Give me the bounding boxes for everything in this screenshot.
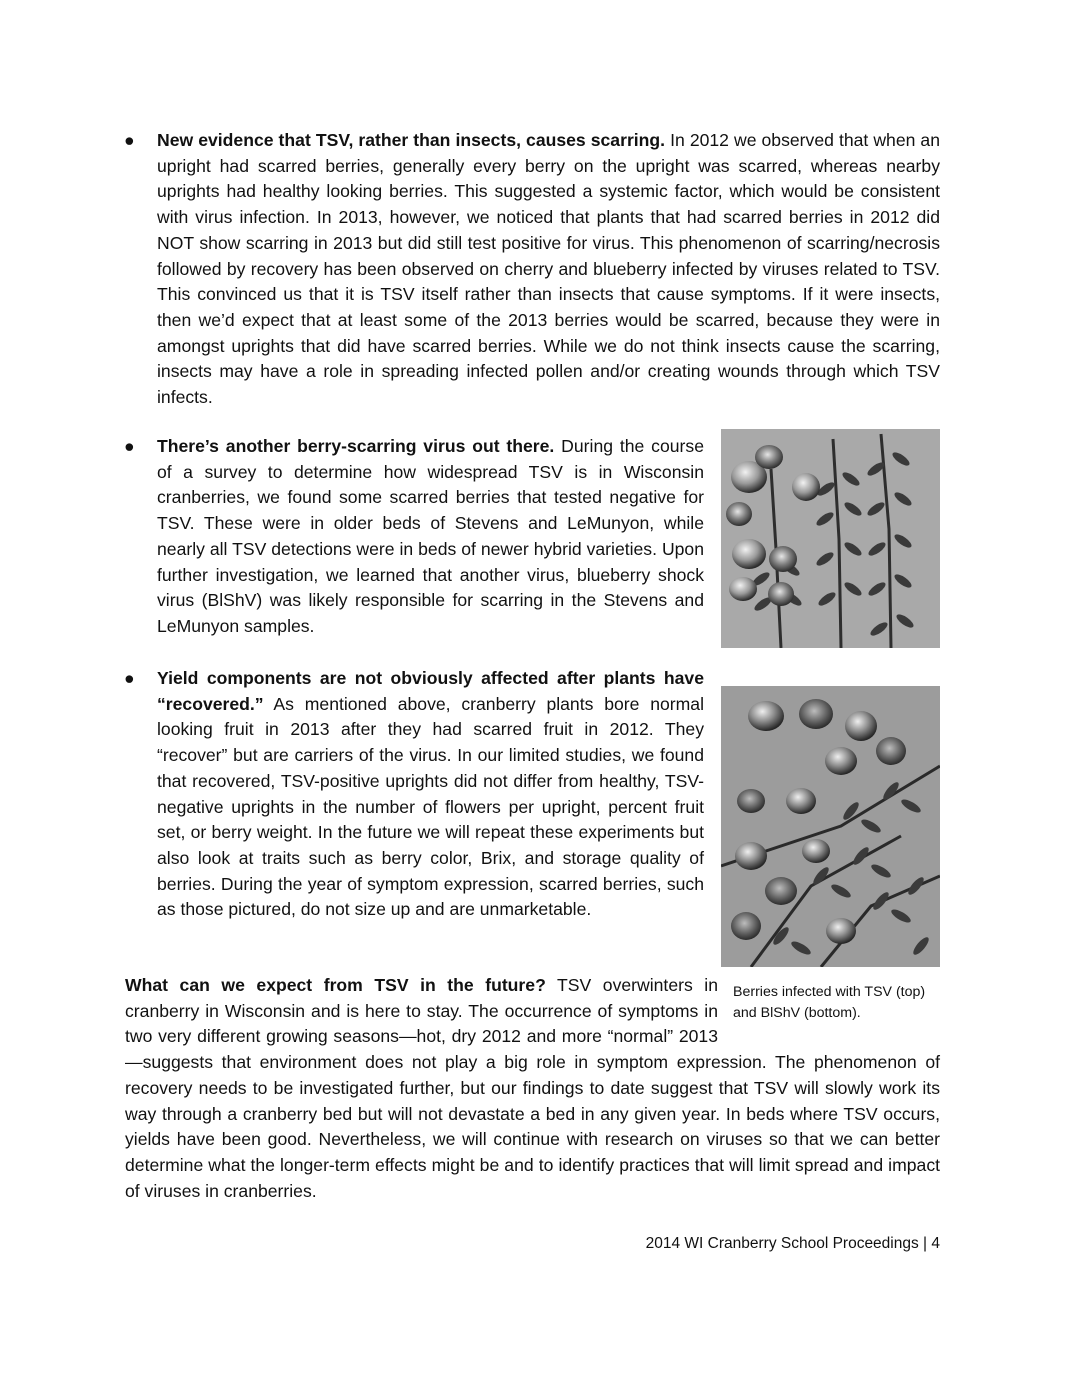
bullet-heading: There’s another berry-scarring virus out there.: [157, 436, 555, 456]
bullet-body: As mentioned above, cranberry plants bore normal looking fruit in 2013 after they had scarred fruit in 2012. They “recover” but are carriers of the virus. In our limited studies, we found that recovered, TSV-positive uprights did not differ from healthy, TSV-negative uprights in the number of flowers per upright, percent fruit set, or berry weight. In the future we will repeat these experiments but also look at traits such as berry color, Brix, and storage quality of berries. During the year of symptom expression, scarred berries, such as those pictured, do not size up and are unmarketable.: [157, 693, 704, 920]
future-heading: What can we expect from TSV in the future?: [125, 975, 546, 995]
bullet-body: In 2012 we observed that when an upright had scarred berries, generally every berry on the upright was scarred, whereas nearby uprights had healthy looking berries. This suggested a systemic factor, which would be consistent with virus infection. In 2013, however, we noticed that plants that had scarred berries in 2012 did NOT show scarring in 2013 but did still test positive for virus. This phenomenon of scarring/necrosis followed by recovery has been observed on cherry and blueberry infected by viruses related to TSV. This convinced us that it is TSV itself rather than insects that cause symptoms. If it were insects, then we’d expect that at least some of the 2013 berries would be scarred, because they were in amongst uprights that did have scarred berries. While we do not think insects cause the scarring, insects may have a role in spreading infected pollen and/or creating wounds through which TSV infects.: [157, 130, 940, 408]
page-footer: 2014 WI Cranberry School Proceedings | 4: [645, 1235, 940, 1252]
bullet-dot: ●: [124, 130, 135, 150]
future-body: TSV overwinters in cranberry in Wisconsin and is here to stay. The occurrence of symptoms in two very different growing seasons—hot, dry 2012 and more “normal” 2013—suggests that environment does not play a big role in symptom expression. The phenomenon of recovery needs to be investigated further, but our findings to date suggest that TSV will slowly work its way through a cranberry bed but will not devastate a bed in any given year. In beds where TSV occurs, yields have been good. Nevertheless, we will continue with research on viruses so that we can better determine what the longer-term effects might be and to identify practices that will limit spread and impact of viruses in cranberries.: [125, 975, 940, 1201]
bullet-body: During the course of a survey to determine how widespread TSV is in Wisconsin cranberries, we found some scarred berries that tested negative for TSV. These were in older beds of Stevens and LeMunyon, while nearly all TSV detections were in beds of newer hybrid varieties. Upon further investigation, we learned that another virus, blueberry shock virus (BlShV) was likely responsible for scarring in the Stevens and LeMunyon samples.: [157, 436, 704, 636]
bullet-heading: Yield components are not obviously affected after plants have “recovered.”: [157, 668, 704, 714]
blshv-berries-photo: [721, 686, 940, 967]
bullet-dot: ●: [124, 436, 135, 456]
tsv-berries-photo: [721, 429, 940, 648]
future-paragraph: [125, 973, 940, 1204]
bullet-dot: ●: [124, 668, 135, 688]
bullet-paragraph-tsv-scarring: [157, 128, 940, 411]
bullet-paragraph-another-virus: [157, 434, 704, 640]
bullet-heading: New evidence that TSV, rather than insects, causes scarring.: [157, 130, 666, 150]
caption-float-spacer: [718, 973, 940, 1050]
photo-caption: Berries infected with TSV (top) and BlShV (bottom).: [733, 984, 926, 1021]
bullet-paragraph-yield-components: [157, 666, 704, 923]
